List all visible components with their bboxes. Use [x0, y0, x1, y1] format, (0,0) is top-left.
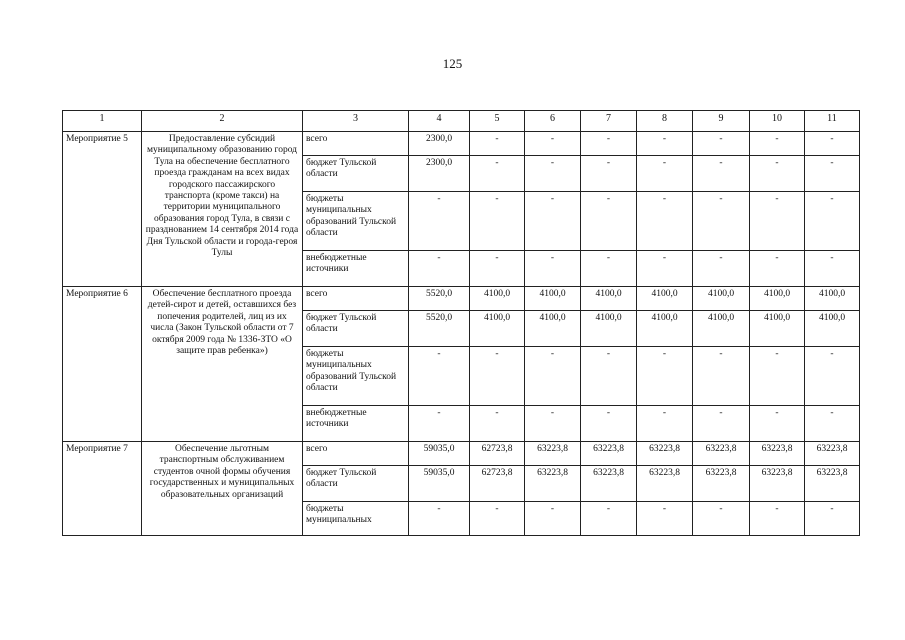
value-cell: - — [750, 132, 805, 156]
value-cell: - — [637, 347, 693, 406]
value-cell: - — [409, 192, 470, 251]
column-header: 2 — [142, 111, 303, 132]
value-cell: 63223,8 — [750, 442, 805, 466]
value-cell: - — [525, 132, 581, 156]
activity-name: Мероприятие 5 — [63, 132, 142, 287]
value-cell: - — [409, 251, 470, 287]
funding-source: всего — [303, 287, 409, 311]
value-cell: - — [581, 347, 637, 406]
value-cell: - — [637, 502, 693, 536]
value-cell: - — [525, 156, 581, 192]
value-cell: - — [637, 156, 693, 192]
value-cell: 2300,0 — [409, 132, 470, 156]
value-cell: 5520,0 — [409, 311, 470, 347]
value-cell: 63223,8 — [805, 442, 860, 466]
column-header: 8 — [637, 111, 693, 132]
value-cell: - — [525, 406, 581, 442]
value-cell: 63223,8 — [581, 442, 637, 466]
value-cell: - — [693, 156, 750, 192]
value-cell: 4100,0 — [805, 311, 860, 347]
funding-source: бюджеты муниципальных — [303, 502, 409, 536]
value-cell: - — [470, 192, 525, 251]
funding-source: всего — [303, 132, 409, 156]
value-cell: - — [805, 406, 860, 442]
table-row — [63, 442, 860, 466]
value-cell: - — [581, 251, 637, 287]
value-cell: 62723,8 — [470, 442, 525, 466]
funding-source: бюджеты муниципальных образований Тульской области — [303, 347, 409, 406]
value-cell: 4100,0 — [693, 311, 750, 347]
value-cell: - — [693, 251, 750, 287]
value-cell: - — [805, 192, 860, 251]
value-cell: - — [805, 156, 860, 192]
funding-source: бюджет Тульской области — [303, 311, 409, 347]
value-cell: 63223,8 — [693, 466, 750, 502]
value-cell: 4100,0 — [805, 287, 860, 311]
funding-source: бюджеты муниципальных образований Тульской области — [303, 192, 409, 251]
value-cell: - — [581, 502, 637, 536]
value-cell: 4100,0 — [637, 287, 693, 311]
value-cell: - — [470, 156, 525, 192]
value-cell: - — [525, 192, 581, 251]
value-cell: - — [470, 132, 525, 156]
value-cell: - — [581, 156, 637, 192]
value-cell: - — [750, 192, 805, 251]
column-header: 4 — [409, 111, 470, 132]
value-cell: - — [693, 502, 750, 536]
value-cell: - — [525, 502, 581, 536]
column-header: 6 — [525, 111, 581, 132]
column-header: 5 — [470, 111, 525, 132]
value-cell: 2300,0 — [409, 156, 470, 192]
value-cell: - — [581, 406, 637, 442]
value-cell: 59035,0 — [409, 442, 470, 466]
value-cell: - — [637, 192, 693, 251]
value-cell: 5520,0 — [409, 287, 470, 311]
value-cell: 4100,0 — [750, 287, 805, 311]
funding-source: всего — [303, 442, 409, 466]
table-row — [63, 287, 860, 311]
value-cell: 63223,8 — [525, 442, 581, 466]
value-cell: 59035,0 — [409, 466, 470, 502]
value-cell: - — [525, 347, 581, 406]
value-cell: - — [409, 502, 470, 536]
activity-description: Обеспечение льготным транспортным обслуживанием студентов очной формы обучения государственных и муниципальных образовательных организаций — [142, 442, 303, 536]
header-row — [63, 111, 860, 132]
value-cell: - — [581, 132, 637, 156]
value-cell: 63223,8 — [525, 466, 581, 502]
value-cell: - — [470, 347, 525, 406]
value-cell: 4100,0 — [750, 311, 805, 347]
value-cell: - — [637, 132, 693, 156]
value-cell: 63223,8 — [637, 466, 693, 502]
value-cell: - — [470, 502, 525, 536]
column-header: 10 — [750, 111, 805, 132]
column-header: 1 — [63, 111, 142, 132]
value-cell: 4100,0 — [470, 311, 525, 347]
value-cell: - — [750, 156, 805, 192]
value-cell: 63223,8 — [637, 442, 693, 466]
activity-description: Предоставление субсидий муниципальному образованию город Тула на обеспечение бесплатного проезда гражданам на всех видах городского пассажирского транспорта (кроме такси) на территории муниципального образования город Тула, в связи с празднованием 14 сентября 2014 года Дня Тульской области и города-героя Тулы — [142, 132, 303, 287]
value-cell: - — [637, 251, 693, 287]
value-cell: - — [805, 132, 860, 156]
value-cell: - — [637, 406, 693, 442]
value-cell: 63223,8 — [581, 466, 637, 502]
value-cell: 4100,0 — [525, 311, 581, 347]
value-cell: - — [409, 347, 470, 406]
value-cell: - — [470, 406, 525, 442]
value-cell: - — [581, 192, 637, 251]
value-cell: - — [693, 347, 750, 406]
funding-source: бюджет Тульской области — [303, 156, 409, 192]
activity-description: Обеспечение бесплатного проезда детей-сирот и детей, оставшихся без попечения родителей, лиц из их числа (Закон Тульской области от 7 октября 2009 года № 1336-ЗТО «О защите прав ребенка») — [142, 287, 303, 442]
column-header: 11 — [805, 111, 860, 132]
column-header: 9 — [693, 111, 750, 132]
value-cell: - — [750, 406, 805, 442]
value-cell: - — [470, 251, 525, 287]
value-cell: - — [805, 251, 860, 287]
value-cell: - — [750, 347, 805, 406]
value-cell: - — [805, 502, 860, 536]
value-cell: - — [693, 132, 750, 156]
value-cell: - — [693, 192, 750, 251]
budget-table — [62, 110, 860, 536]
value-cell: 63223,8 — [750, 466, 805, 502]
value-cell: 4100,0 — [470, 287, 525, 311]
funding-source: внебюджетные источники — [303, 406, 409, 442]
value-cell: 62723,8 — [470, 466, 525, 502]
value-cell: - — [525, 251, 581, 287]
value-cell: - — [693, 406, 750, 442]
funding-source: бюджет Тульской области — [303, 466, 409, 502]
value-cell: - — [750, 502, 805, 536]
table-row — [63, 132, 860, 156]
activity-name: Мероприятие 7 — [63, 442, 142, 536]
value-cell: 4100,0 — [581, 311, 637, 347]
value-cell: 4100,0 — [581, 287, 637, 311]
value-cell: 63223,8 — [805, 466, 860, 502]
value-cell: 4100,0 — [525, 287, 581, 311]
funding-source: внебюджетные источники — [303, 251, 409, 287]
column-header: 7 — [581, 111, 637, 132]
value-cell: 63223,8 — [693, 442, 750, 466]
value-cell: 4100,0 — [693, 287, 750, 311]
column-header: 3 — [303, 111, 409, 132]
value-cell: - — [805, 347, 860, 406]
page-number: 125 — [442, 56, 463, 71]
activity-name: Мероприятие 6 — [63, 287, 142, 442]
value-cell: - — [750, 251, 805, 287]
value-cell: 4100,0 — [637, 311, 693, 347]
value-cell: - — [409, 406, 470, 442]
